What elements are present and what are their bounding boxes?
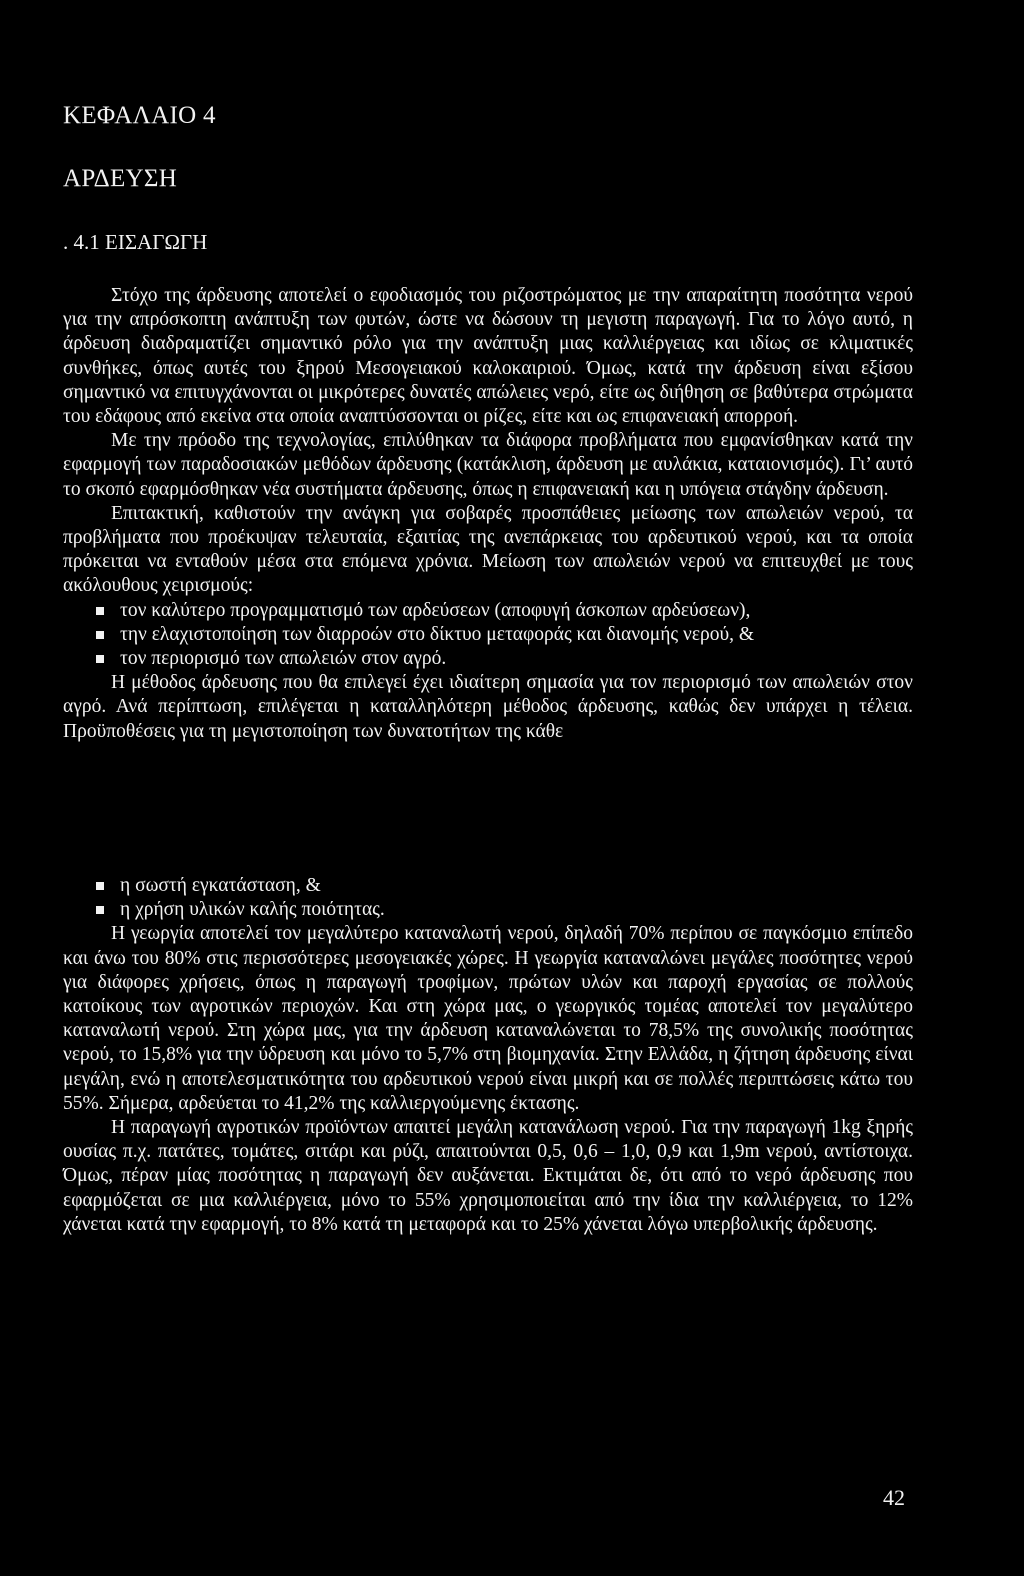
body-text-upper	[63, 284, 913, 744]
list-item-text: την ελαχιστοποίηση των διαρροών στο δίκτυο μεταφοράς και διανομής νερού, &	[120, 623, 755, 645]
paragraph: Η μέθοδος άρδευσης που θα επιλεγεί έχει ιδιαίτερη σημασία για τον περιορισμό των απωλειών στον αγρό. Ανά περίπτωση, επιλέγεται η καταλληλότερη μέθοδος άρδευσης, καθώς δεν υπάρχει η τέλεια. Προϋποθέσεις για τη μεγιστοποίηση των δυνατοτήτων της κάθε	[63, 672, 913, 742]
bullet-icon	[96, 882, 104, 890]
list-item-text: τον περιορισμό των απωλειών στον αγρό.	[120, 648, 447, 670]
bullet-list	[63, 599, 913, 672]
list-item	[63, 898, 913, 922]
paragraph: Στόχο της άρδευσης αποτελεί ο εφοδιασμός του ριζοστρώματος με την απαραίτητη ποσότητα νερού για την απρόσκοπτη ανάπτυξη των φυτών, ώστε να δώσουν τη μεγιστη παραγωγή. Για το λόγο αυτό, η άρδευση διαδραματίζει σημαντικό ρόλο για την ανάπτυξη μιας καλλιέργειας και ιδίως σε κλιματικές συνθήκες, όπως αυτές του ξηρού Μεσογειακού καλοκαιριού. Όμως, κατά την άρδευση είναι εξίσου σημαντικό να επιτυγχάνονται οι μικρότερες δυνατές απώλειες νερό, είτε ως διήθηση σε βαθύτερα στρώματα του εδάφους από εκείνα στα οποία αναπτύσσονται οι ρίζες, είτε και ως επιφανειακή απορροή.	[63, 285, 913, 428]
list-item	[63, 623, 913, 647]
list-item	[63, 599, 913, 623]
paragraph: Η παραγωγή αγροτικών προϊόντων απαιτεί μεγάλη κατανάλωση νερού. Για την παραγωγή 1kg ξηρής ουσίας π.χ. πατάτες, τομάτες, σιτάρι και ρύζι, απαιτούνται 0,5, 0,6 – 1,0, 0,9 και 1,9m νερού, αντίστοιχα. Όμως, πέραν μίας ποσότητας η παραγωγή δεν αυξάνεται. Εκτιμάται δε, ότι από το νερό άρδευσης που εφαρμόζεται σε μια καλλιέργεια, μόνο το 55% χρησιμοποιείται από την ίδια την καλλιέργεια, το 12% χάνεται κατά την εφαρμογή, το 8% κατά τη μεταφορά και το 25% χάνεται λόγω υπερβολικής άρδευσης.	[63, 1117, 913, 1235]
bullet-list	[63, 874, 913, 922]
chapter-label: ΚΕΦΑΛΑΙΟ 4	[63, 102, 216, 129]
document-page	[63, 0, 913, 1576]
bullet-icon	[96, 906, 104, 914]
list-item	[63, 874, 913, 898]
bullet-icon	[96, 655, 104, 663]
list-item-text: τον καλύτερο προγραμματισμό των αρδεύσεων (αποφυγή άσκοπων αρδεύσεων),	[120, 599, 751, 621]
body-text-lower	[63, 874, 913, 1237]
bullet-icon	[96, 607, 104, 615]
page-number: 42	[883, 1485, 905, 1510]
bullet-icon	[96, 631, 104, 639]
list-item-text: η χρήση υλικών καλής ποιότητας.	[120, 899, 385, 921]
paragraph: Επιτακτική, καθιστούν την ανάγκη για σοβαρές προσπάθειες μείωσης των απωλειών νερού, τα προβλήματα που προέκυψαν τελευταία, εξαιτίας της ανεπάρκειας του αρδευτικού νερού, και τα οποία πρόκειται να ενταθούν μέσα στα επόμενα χρόνια. Μείωση των απωλειών νερού να επιτευχθεί με τους ακόλουθους χειρισμούς:	[63, 502, 913, 597]
paragraph: Η γεωργία αποτελεί τον μεγαλύτερο καταναλωτή νερού, δηλαδή 70% περίπου σε παγκόσμιο επίπεδο και άνω του 80% στις περισσότερες μεσογειακές χώρες. Η γεωργία καταναλώνει μεγάλες ποσότητες νερού για διάφορες χρήσεις, όπως η παραγωγή τροφίμων, πρώτων υλών και παροχή εργασίας σε πολλούς κατοίκους των αγροτικών περιοχών. Και στη χώρα μας, ο γεωργικός τομέας αποτελεί τον μεγαλύτερο καταναλωτή νερού. Στη χώρα μας, για την άρδευση καταναλώνεται το 78,5% της συνολικής ποσότητας νερού, το 15,8% για την ύδρευση και μόνο το 5,7% στη βιομηχανία. Στην Ελλάδα, η ζήτηση άρδευσης είναι μεγάλη, ενώ η αποτελεσματικότητα του αρδευτικού νερού είναι μικρή και σε πολλές περιπτώσεις κάτω του 55%. Σήμερα, αρδεύεται το 41,2% της καλλιεργούμενης έκτασης.	[63, 923, 913, 1114]
section-heading: . 4.1 ΕΙΣΑΓΩΓΗ	[63, 230, 208, 254]
paragraph: Με την πρόοδο της τεχνολογίας, επιλύθηκαν τα διάφορα προβλήματα που εμφανίσθηκαν κατά την εφαρμογή των παραδοσιακών μεθόδων άρδευσης (κατάκλιση, άρδευση με αυλάκια, καταιονισμός). Γι’ αυτό το σκοπό εφαρμόσθηκαν νέα συστήματα άρδευσης, όπως η επιφανειακή και η υπόγεια στάγδην άρδευση.	[63, 430, 913, 500]
list-item	[63, 647, 913, 671]
chapter-title: ΑΡΔΕΥΣΗ	[63, 165, 178, 192]
list-item-text: η σωστή εγκατάσταση, &	[120, 875, 321, 896]
